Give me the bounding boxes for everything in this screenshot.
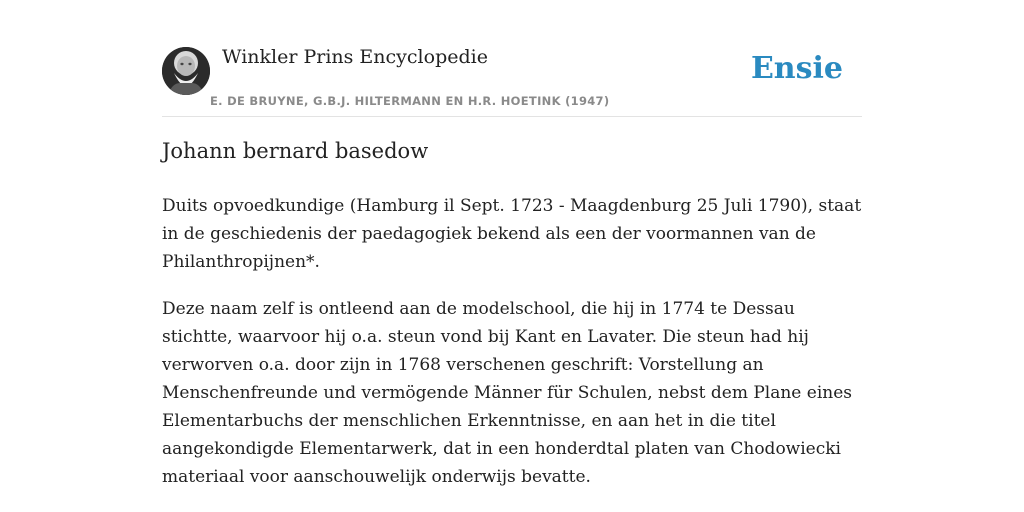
article-title: Johann bernard basedow (162, 139, 429, 163)
author-avatar[interactable] (162, 47, 210, 95)
portrait-image (162, 47, 210, 95)
authors-line: E. DE BRUYNE, G.B.J. HILTERMANN EN H.R. HOETINK (1947) (210, 94, 610, 108)
paragraph: Duits opvoedkundige (Hamburg il Sept. 1723 - Maagdenburg 25 Juli 1790), staat in de geschiedenis der paedagogiek bekend als een der voormannen van de Philanthropijnen*. (162, 196, 862, 272)
header (162, 44, 862, 117)
ensie-logo-link[interactable]: Ensie (750, 51, 843, 86)
source-title[interactable]: Winkler Prins Encyclopedie (222, 46, 488, 68)
article-body (162, 192, 862, 510)
paragraph: Deze naam zelf is ontleend aan de modelschool, die hij in 1774 te Dessau stichtte, waarvoor hij o.a. steun vond bij Kant en Lavater. Die steun had hij verworven o.a. door zijn in 1768 verschenen geschrift: Vorstellung an Menschenfreunde und vermögende Männer für Schulen, nebst dem Plane eines Elementarbuchs der menschlichen Erkenntnisse, en aan het in die titel aangekondigde Elementarwerk, dat in een honderdtal platen van Chodowiecki materiaal voor aanschouwelijk onderwijs bevatte. (162, 299, 853, 487)
